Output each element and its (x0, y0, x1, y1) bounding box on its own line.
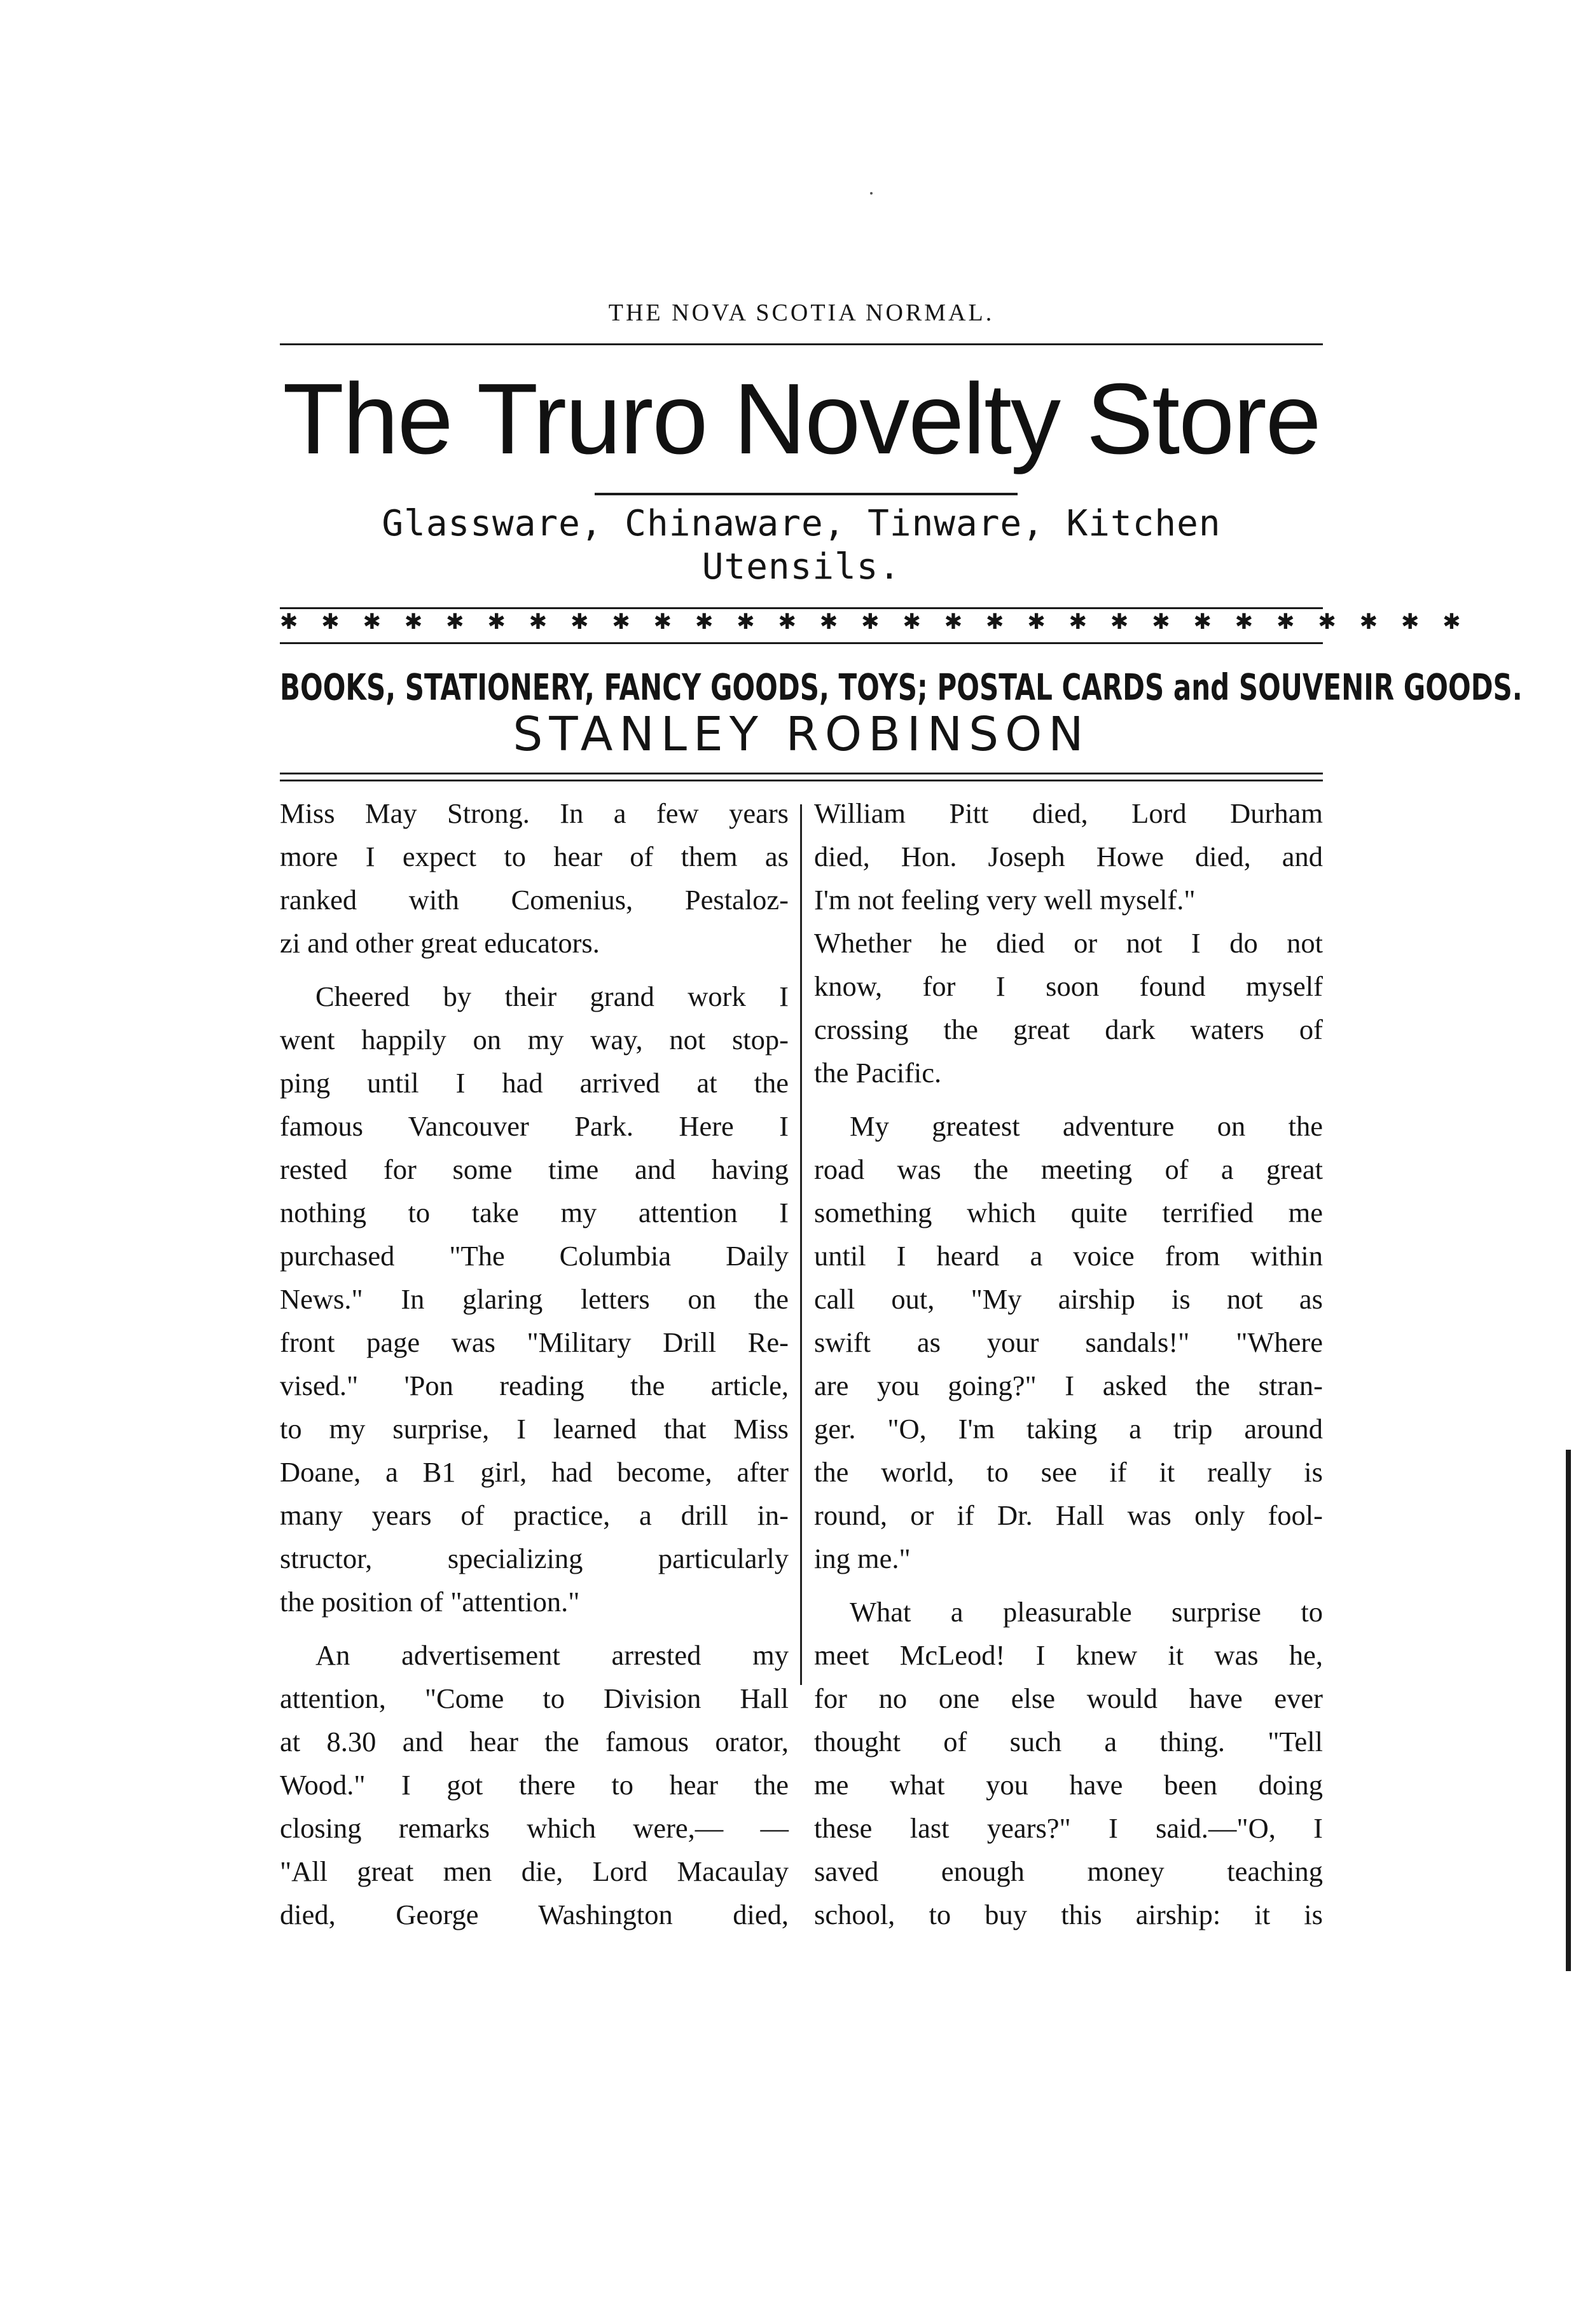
advertisement-title: The Truro Novelty Store (282, 363, 1320, 475)
text-line: these last years?" I said.—"O, I (814, 1812, 1323, 1844)
text-line: went happily on my way, not stop- (280, 1024, 789, 1055)
text-line: thought of such a thing. "Tell (814, 1726, 1323, 1757)
text-line: ger. "O, I'm taking a trip around (814, 1413, 1323, 1445)
text-line: My greatest adventure on the (850, 1110, 1323, 1142)
running-head: THE NOVA SCOTIA NORMAL. (608, 299, 995, 326)
paragraph-gap (814, 1094, 1323, 1104)
text-line: until I heard a voice from within (814, 1240, 1323, 1272)
text-line: closing remarks which were,— — (280, 1812, 789, 1844)
advertisement-subtitle-line2: Utensils. (702, 546, 901, 588)
text-line: know, for I soon found myself (814, 970, 1323, 1002)
text-line: William Pitt died, Lord Durham (814, 797, 1323, 829)
text-line: I'm not feeling very well myself." (814, 884, 1196, 916)
text-line: died, George Washington died, (280, 1899, 789, 1930)
title-underline (595, 493, 1018, 495)
section-rule-lower (280, 780, 1323, 781)
article-right-column (814, 792, 1323, 1936)
text-line: Wood." I got there to hear the (280, 1769, 789, 1801)
paragraph-gap (280, 965, 789, 975)
column-divider (800, 804, 802, 1685)
text-line: round, or if Dr. Hall was only fool- (814, 1499, 1323, 1531)
text-line: me what you have been doing (814, 1769, 1323, 1801)
text-line: at 8.30 and hear the famous orator, (280, 1726, 789, 1757)
header-rule (280, 343, 1323, 345)
text-line: famous Vancouver Park. Here I (280, 1110, 789, 1142)
paper-speck (870, 192, 873, 195)
text-line: meet McLeod! I knew it was he, (814, 1639, 1323, 1671)
text-line: many years of practice, a drill in- (280, 1499, 789, 1531)
text-line: swift as your sandals!" "Where (814, 1326, 1323, 1358)
text-line: for no one else would have ever (814, 1682, 1323, 1714)
paragraph-gap (814, 1580, 1323, 1590)
text-line: are you going?" I asked the stran- (814, 1370, 1323, 1401)
ornament-bottom-rule (280, 642, 1323, 644)
text-line: saved enough money teaching (814, 1855, 1323, 1887)
text-line: "All great men die, Lord Macaulay (280, 1855, 789, 1887)
text-line: attention, "Come to Division Hall (280, 1682, 789, 1714)
text-line: road was the meeting of a great (814, 1153, 1323, 1185)
text-line: to my surprise, I learned that Miss (280, 1413, 789, 1445)
text-line: the world, to see if it really is (814, 1456, 1323, 1488)
paragraph-gap (280, 1623, 789, 1633)
text-line: An advertisement arrested my (315, 1639, 789, 1671)
text-line: Whether he died or not I do not (814, 927, 1323, 959)
text-line: something which quite terrified me (814, 1197, 1323, 1228)
text-line: front page was "Military Drill Re- (280, 1326, 789, 1358)
text-line: the position of "attention." (280, 1586, 580, 1618)
advertisement-subtitle-line1: Glassware, Chinaware, Tinware, Kitchen (382, 503, 1221, 544)
text-line: What a pleasurable surprise to (850, 1596, 1323, 1628)
text-line: call out, "My airship is not as (814, 1283, 1323, 1315)
article-left-column (280, 792, 789, 1936)
text-line: crossing the great dark waters of (814, 1014, 1323, 1045)
text-line: ranked with Comenius, Pestaloz- (280, 884, 789, 916)
text-line: nothing to take my attention I (280, 1197, 789, 1228)
text-line: died, Hon. Joseph Howe died, and (814, 841, 1323, 872)
text-line: structor, specializing particularly (280, 1543, 789, 1574)
advertisement-goods: BOOKS, STATIONERY, FANCY GOODS, TOYS; POSTAL CARDS and SOUVENIR GOODS. (280, 666, 1523, 709)
text-line: News." In glaring letters on the (280, 1283, 789, 1315)
text-line: school, to buy this airship: it is (814, 1899, 1323, 1930)
page-edge-mark (1566, 1450, 1571, 1971)
text-line: ing me." (814, 1543, 911, 1574)
advertisement-proprietor: STANLEY ROBINSON (513, 707, 1090, 762)
text-line: Cheered by their grand work I (315, 980, 789, 1012)
text-line: more I expect to hear of them as (280, 841, 789, 872)
text-line: zi and other great educators. (280, 927, 600, 959)
text-line: purchased "The Columbia Daily (280, 1240, 789, 1272)
text-line: Doane, a B1 girl, had become, after (280, 1456, 789, 1488)
text-line: the Pacific. (814, 1057, 942, 1089)
section-rule-upper (280, 773, 1323, 774)
text-line: ping until I had arrived at the (280, 1067, 789, 1099)
text-line: Miss May Strong. In a few years (280, 797, 789, 829)
advertisement-subtitle (299, 502, 1304, 589)
text-line: rested for some time and having (280, 1153, 789, 1185)
text-line: vised." 'Pon reading the article, (280, 1370, 789, 1401)
star-ornament-row: ✱ ✱ ✱ ✱ ✱ ✱ ✱ ✱ ✱ ✱ ✱ ✱ ✱ ✱ ✱ ✱ ✱ ✱ ✱ ✱ ✱ ✱ ✱ ✱ ✱ ✱ ✱ ✱ ✱ (280, 609, 1469, 635)
